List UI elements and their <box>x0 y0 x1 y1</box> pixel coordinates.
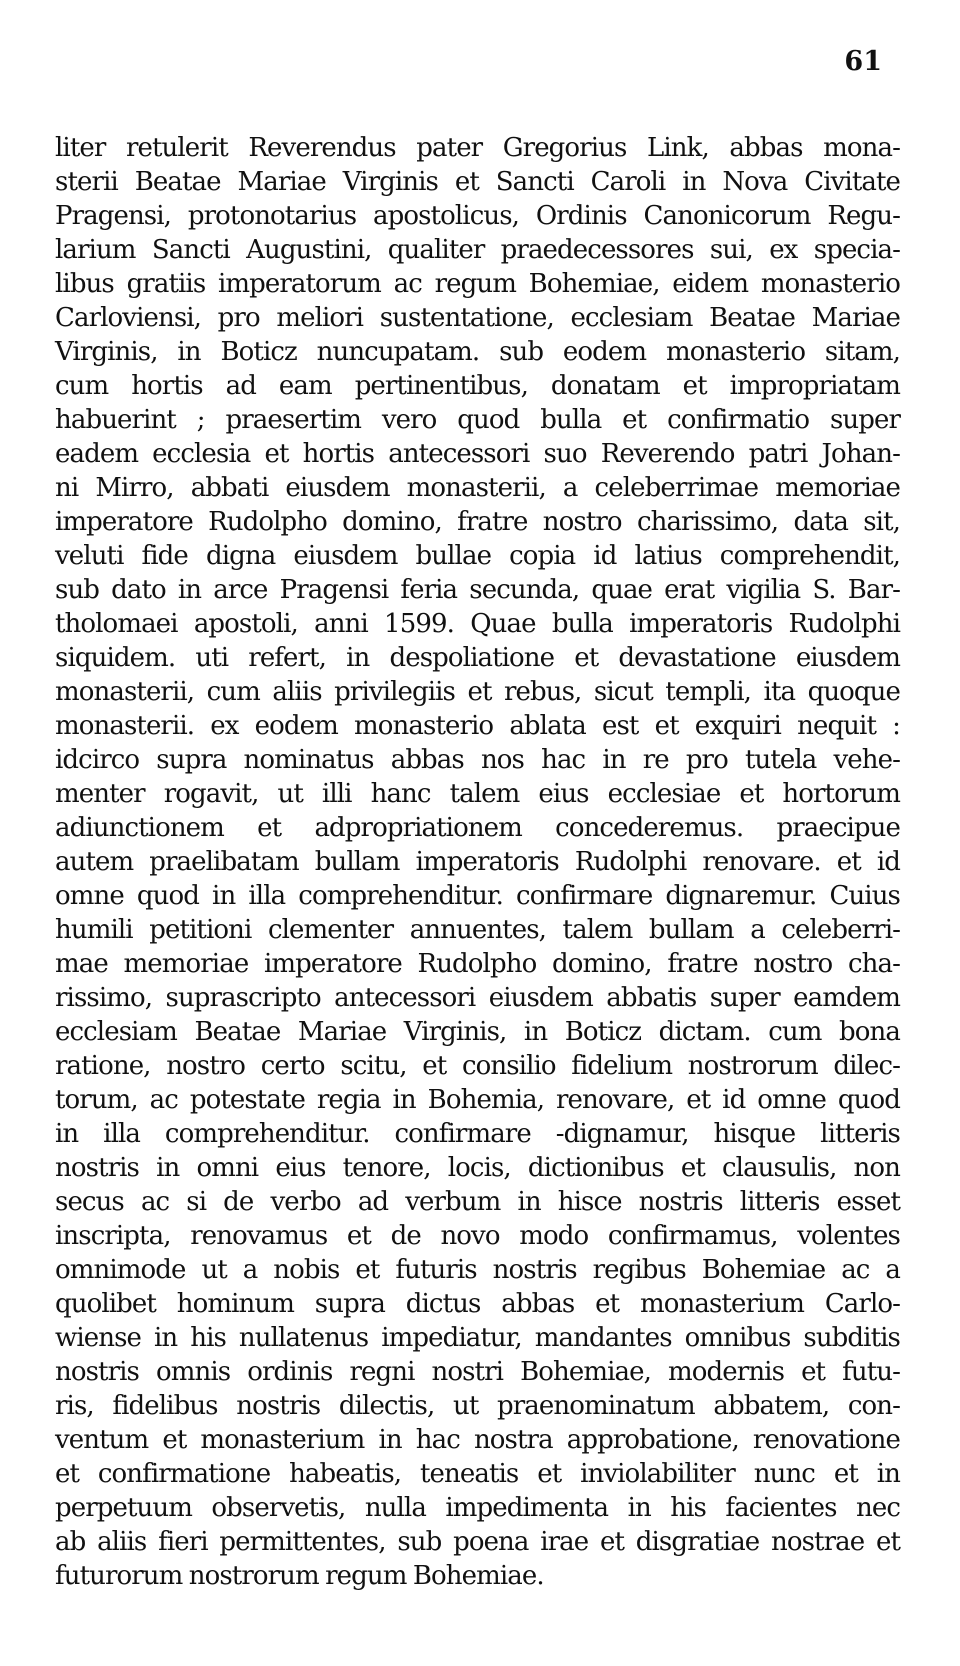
text-line: ecclesiam Beatae Mariae Virginis, in Boticz dictam. cum bona <box>55 1017 900 1047</box>
text-line: ratione, nostro certo scitu, et consilio fidelium nostrorum dilec- <box>55 1051 900 1081</box>
text-line: sterii Beatae Mariae Virginis et Sancti Caroli in Nova Civitate <box>55 167 900 197</box>
text-line: secus ac si de verbo ad verbum in hisce nostris litteris esset <box>55 1187 900 1217</box>
text-line: liter retulerit Reverendus pater Gregorius Link, abbas mona- <box>55 133 900 163</box>
text-line: Virginis, in Boticz nuncupatam. sub eodem monasterio sitam, <box>55 337 900 367</box>
text-line: tholomaei apostoli, anni 1599. Quae bulla imperatoris Rudolphi <box>55 609 900 639</box>
text-line: humili petitioni clementer annuentes, talem bullam a celeberri- <box>55 915 900 945</box>
text-line: libus gratiis imperatorum ac regum Bohemiae, eidem monasterio <box>55 269 900 299</box>
text-line: siquidem. uti refert, in despoliatione et devastatione eiusdem <box>55 643 900 673</box>
text-line: futurorum nostrorum regum Bohemiae. <box>55 1561 544 1591</box>
body-text <box>55 131 900 1593</box>
text-line: ab aliis fieri permittentes, sub poena irae et disgratiae nostrae et <box>55 1527 900 1557</box>
text-line: rissimo, suprascripto antecessori eiusdem abbatis super eamdem <box>55 983 900 1013</box>
text-line: ni Mirro, abbati eiusdem monasterii, a celeberrimae memoriae <box>55 473 900 503</box>
text-line: perpetuum observetis, nulla impedimenta in his facientes nec <box>55 1493 900 1523</box>
text-line: wiense in his nullatenus impediatur, mandantes omnibus subditis <box>55 1323 900 1353</box>
text-line: inscripta, renovamus et de novo modo confirmamus, volentes <box>55 1221 900 1251</box>
text-line: omne quod in illa comprehenditur. confirmare dignaremur. Cuius <box>55 881 900 911</box>
text-line: omnimode ut a nobis et futuris nostris regibus Bohemiae ac a <box>55 1255 900 1285</box>
text-line: cum hortis ad eam pertinentibus, donatam et impropriatam <box>55 371 900 401</box>
text-line: torum, ac potestate regia in Bohemia, renovare, et id omne quod <box>55 1085 900 1115</box>
page-number: 61 <box>844 46 882 77</box>
text-line: mae memoriae imperatore Rudolpho domino, fratre nostro cha- <box>55 949 900 979</box>
text-line: adiunctionem et adpropriationem concederemus. praecipue <box>55 813 900 843</box>
text-line: ventum et monasterium in hac nostra approbatione, renovatione <box>55 1425 900 1455</box>
text-line: ris, fidelibus nostris dilectis, ut praenominatum abbatem, con- <box>55 1391 900 1421</box>
text-line: quolibet hominum supra dictus abbas et monasterium Carlo- <box>55 1289 900 1319</box>
text-line: eadem ecclesia et hortis antecessori suo Reverendo patri Johan- <box>55 439 900 469</box>
text-line: idcirco supra nominatus abbas nos hac in re pro tutela vehe- <box>55 745 900 775</box>
text-line: imperatore Rudolpho domino, fratre nostro charissimo, data sit, <box>55 507 900 537</box>
text-line: Carloviensi, pro meliori sustentatione, ecclesiam Beatae Mariae <box>55 303 900 333</box>
text-line: monasterii. ex eodem monasterio ablata est et exquiri nequit : <box>55 711 900 741</box>
text-line: nostris omnis ordinis regni nostri Bohemiae, modernis et futu- <box>55 1357 900 1387</box>
text-line: larium Sancti Augustini, qualiter praedecessores sui, ex specia- <box>55 235 900 265</box>
text-line: et confirmatione habeatis, teneatis et inviolabiliter nunc et in <box>55 1459 900 1489</box>
text-line: habuerint ; praesertim vero quod bulla et confirmatio super <box>55 405 900 435</box>
text-line: veluti fide digna eiusdem bullae copia id latius comprehendit, <box>55 541 900 571</box>
text-line: menter rogavit, ut illi hanc talem eius ecclesiae et hortorum <box>55 779 900 809</box>
text-line: nostris in omni eius tenore, locis, dictionibus et clausulis, non <box>55 1153 900 1183</box>
text-line: monasterii, cum aliis privilegiis et rebus, sicut templi, ita quoque <box>55 677 900 707</box>
text-line: sub dato in arce Pragensi feria secunda, quae erat vigilia S. Bar- <box>55 575 900 605</box>
text-line: in illa comprehenditur. confirmare -dignamur, hisque litteris <box>55 1119 900 1149</box>
text-line: autem praelibatam bullam imperatoris Rudolphi renovare. et id <box>55 847 900 877</box>
text-line: Pragensi, protonotarius apostolicus, Ordinis Canonicorum Regu- <box>55 201 900 231</box>
